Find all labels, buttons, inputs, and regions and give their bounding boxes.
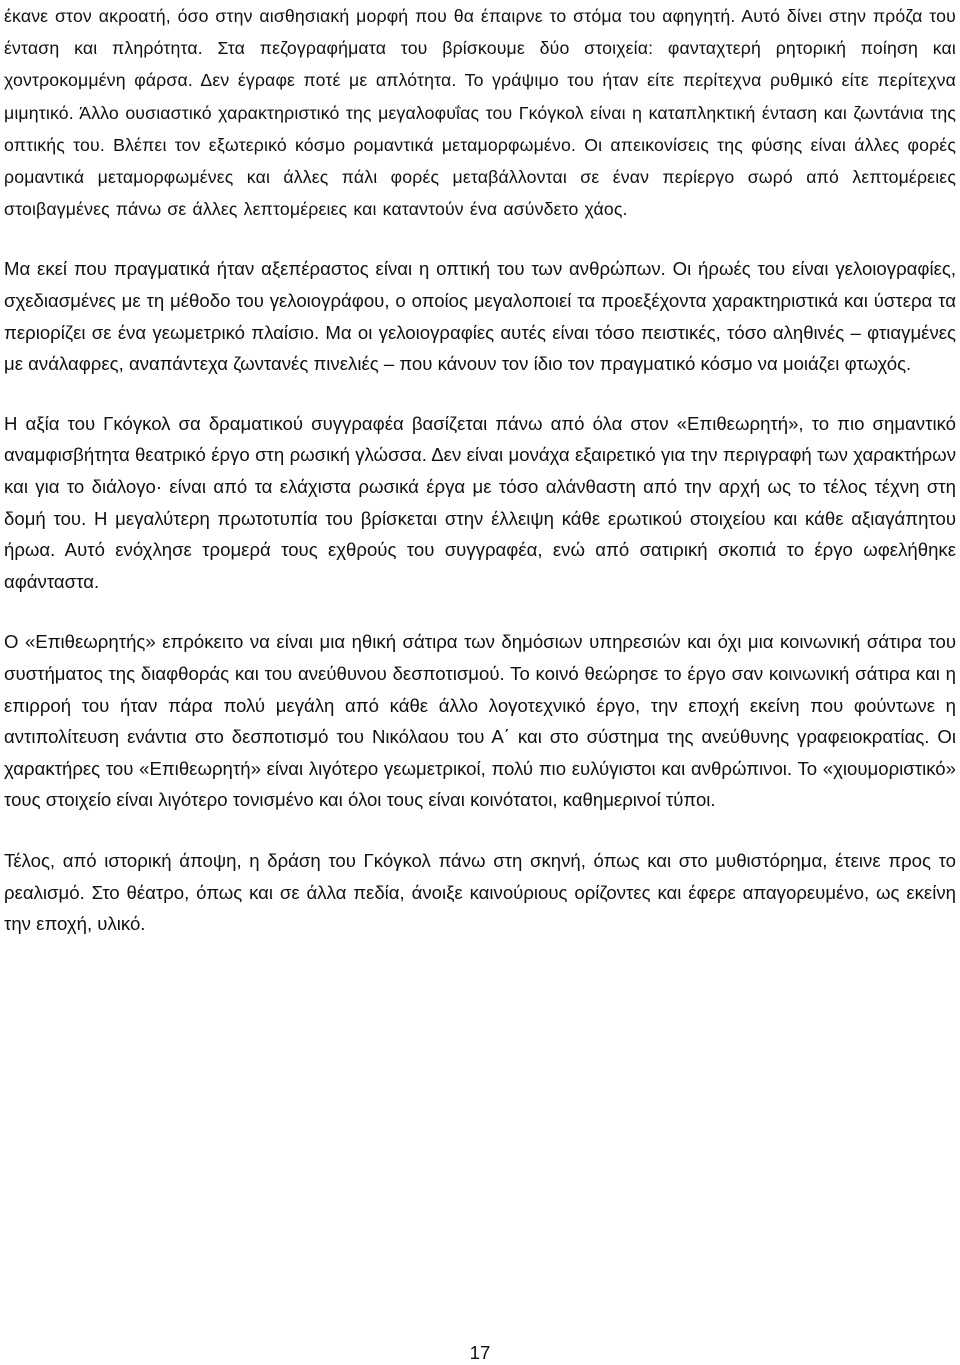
paragraph-4: Ο «Επιθεωρητής» επρόκειτο να είναι μια ηθική σάτιρα των δημόσιων υπηρεσιών και όχι μια κοινωνική σάτιρα του συστήματος της διαφθοράς και του ανεύθυνου δεσποτισμού. Το κοινό θεώρησε το έργο σαν κοινωνική σάτιρα και η επιρροή του ήταν πάρα πολύ μεγάλη από κάθε άλλο λογοτεχνικό έργο, την εποχή εκείνη που φούντωνε η αντιπολίτευση ενάντια στο δεσποτισμό του Νικόλαου του Α΄ και στο σύστημα της ανεύθυνης γραφειοκρατίας. Οι χαρακτήρες του «Επιθεωρητή» είναι λιγότερο γεωμετρικοί, πολύ πιο ευλύγιστοι και ανθρώπινοι. Το «χιουμοριστικό» τους στοιχείο είναι λιγότερο τονισμένο και όλοι τους είναι κοινότατοι, καθημερινοί τύποι. — [4, 631, 956, 811]
paragraph-2: Μα εκεί που πραγματικά ήταν αξεπέραστος είναι η οπτική του των ανθρώπων. Οι ήρωές του είναι γελοιογραφίες, σχεδιασμένες με τη μέθοδο του γελοιογράφου, ο οποίος μεγαλοποιεί τα προεξέχοντα χαρακτηριστικά και ύστερα τα περιορίζει σε ένα γεωμετρικό πλαίσιο. Μα οι γελοιογραφίες αυτές είναι τόσο πειστικές, τόσο αληθινές – φτιαγμένες με ανάλαφρες, αναπάντεχα ζωντανές πινελιές – που κάνουν τον ίδιο τον πραγματικό κόσμο να μοιάζει φτωχός. — [4, 258, 956, 375]
body-text — [4, 0, 956, 940]
paragraph-1: έκανε στον ακροατή, όσο στην αισθησιακή μορφή που θα έπαιρνε το στόμα του αφηγητή. Αυτό δίνει στην πρόζα του ένταση και πληρότητα. Στα πεζογραφήματα του βρίσκουμε δύο στοιχεία: φανταχτερή ρητορική ποίηση και χοντροκομμένη φάρσα. Δεν έγραφε ποτέ με απλότητα. Το γράψιμο του ήταν είτε περίτεχνα ρυθμικό είτε περίτεχνα μιμητικό. Άλλο ουσιαστικό χαρακτηριστικό της μεγαλοφυΐας του Γκόγκολ είναι η καταπληκτική ένταση και ζωντάνια της οπτικής του. Βλέπει τον εξωτερικό κόσμο ρομαντικά μεταμορφωμένο. Οι απεικονίσεις της φύσης είναι άλλες φορές ρομαντικά μεταμορφωμένες και άλλες πάλι φορές μεταβάλλονται σε έναν περίεργο σωρό από λεπτομέρειες στοιβαγμένες πάνω σε άλλες λεπτομέρειες και καταντούν ένα ασύνδετο χάος. — [4, 6, 956, 220]
page-number: 17 — [469, 1342, 491, 1363]
paragraph-3: Η αξία του Γκόγκολ σα δραματικού συγγραφέα βασίζεται πάνω από όλα στον «Επιθεωρητή», το πιο σημαντικό αναμφισβήτητα θεατρικό έργο στη ρωσική γλώσσα. Δεν είναι μονάχα εξαιρετικό για την περιγραφή των χαρακτήρων και για το διάλογο· είναι από τα ελάχιστα ρωσικά έργα με τόσο αλάνθαστη από την αρχή ως το τέλος τέχνη στη δομή του. Η μεγαλύτερη πρωτοτυπία του βρίσκεται στην έλλειψη κάθε ερωτικού στοιχείου και κάθε αξιαγάπητου ήρωα. Αυτό ενόχλησε τρομερά τους εχθρούς του συγγραφέα, ενώ από σατιρική σκοπιά το έργο ωφελήθηκε αφάνταστα. — [4, 412, 956, 592]
paragraph-5: Τέλος, από ιστορική άποψη, η δράση του Γκόγκολ πάνω στη σκηνή, όπως και στο μυθιστόρημα, έτεινε προς το ρεαλισμό. Στο θέατρο, όπως και σε άλλα πεδία, άνοιξε καινούριους ορίζοντες και έφερε απαγορευμένο, ως εκείνη την εποχή, υλικό. — [4, 849, 956, 935]
